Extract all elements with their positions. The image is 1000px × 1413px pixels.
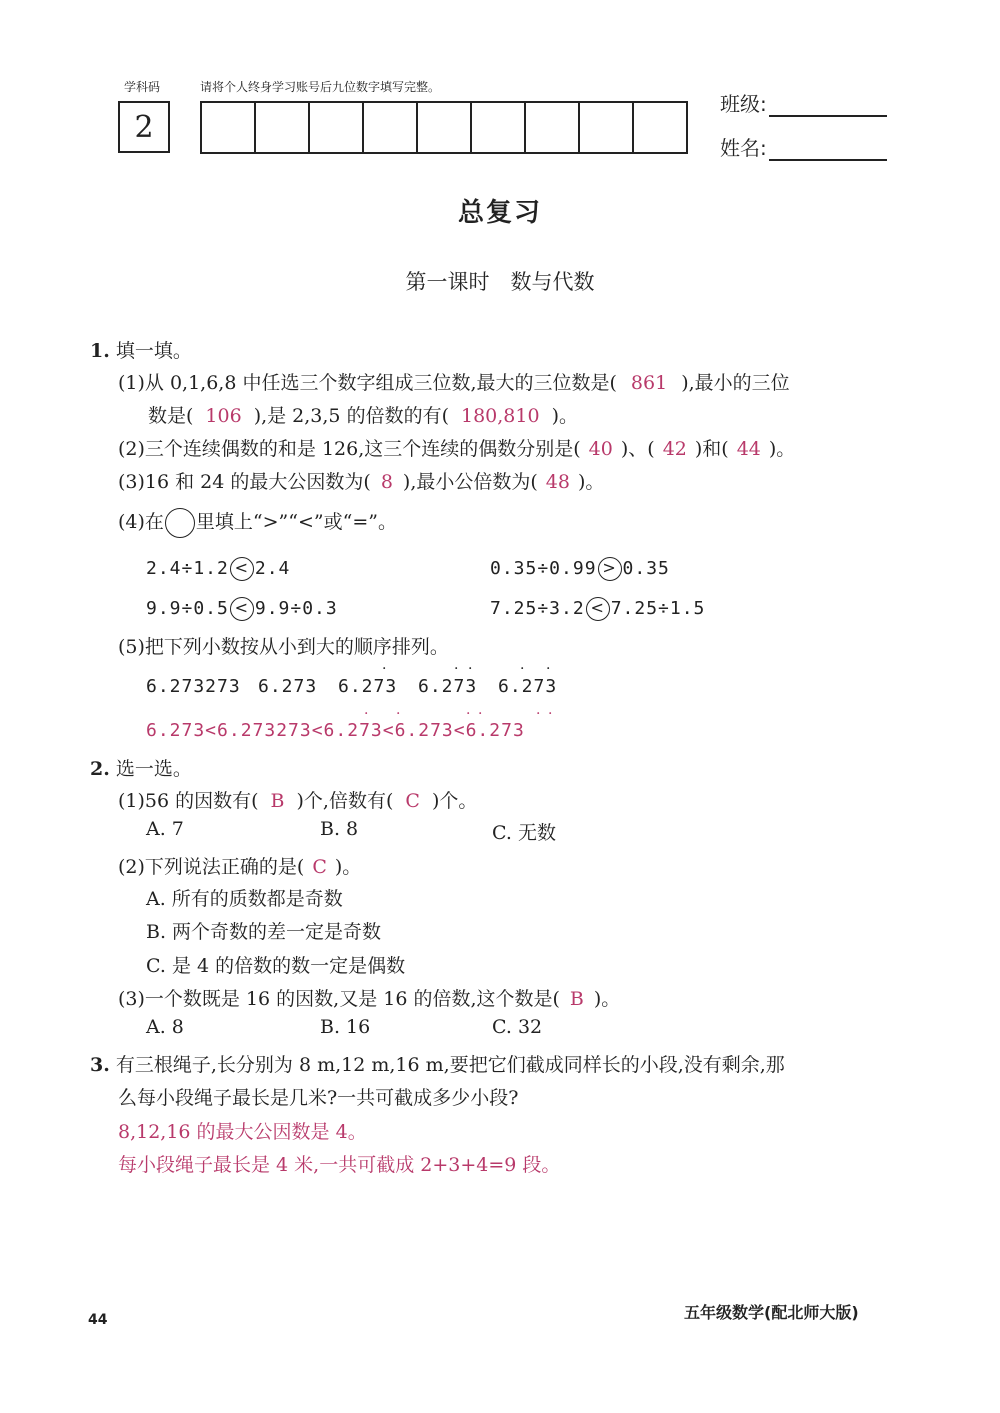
compare-right: 2.4 — [254, 558, 291, 579]
compare-left: 0.35÷0.99 — [490, 558, 597, 579]
compare-symbol-circle: < — [230, 597, 254, 621]
q1-p2-text-a: (2)三个连续偶数的和是 126,这三个连续的偶数分别是( — [118, 438, 581, 460]
q2-p1-text-c: )个。 — [431, 790, 478, 812]
page-number: 44 — [88, 1312, 108, 1328]
id-digit-cell[interactable] — [418, 103, 472, 152]
q1-p1-text-e: )。 — [551, 405, 578, 427]
id-digit-cell[interactable] — [580, 103, 634, 152]
subject-code-label: 学科码 — [124, 80, 161, 94]
q1-part2 — [118, 434, 795, 461]
q2-p3-option-b: B. 16 — [320, 1016, 371, 1038]
q1-p3-answer-2: 48 — [545, 471, 570, 493]
id-digit-cell[interactable] — [364, 103, 418, 152]
compare-right: 9.9÷0.3 — [254, 598, 338, 619]
q2-p1-answer-2: C — [405, 790, 420, 812]
lesson-subtitle: 第一课时 数与代数 — [405, 270, 595, 294]
q1-p3-text-c: )。 — [577, 471, 605, 493]
q1-p1-text-c: 数是( — [148, 405, 194, 427]
q2-p3-option-a: A. 8 — [146, 1016, 184, 1038]
q1-heading — [90, 336, 192, 363]
id-digit-cell[interactable] — [202, 103, 256, 152]
q1-part4-instruction — [118, 507, 397, 538]
id-instruction: 请将个人终身学习账号后九位数字填写完整。 — [200, 80, 441, 94]
q2-p3-answer: B — [569, 988, 584, 1010]
q1-p2-text-c: )和( — [694, 438, 729, 460]
compare-right: 0.35 — [622, 558, 670, 579]
id-digit-cell[interactable] — [526, 103, 580, 152]
repeat-dot: · — [466, 706, 471, 722]
q2-text: 选一选。 — [115, 758, 192, 780]
q2-part1 — [118, 786, 477, 813]
class-label: 班级: — [720, 92, 767, 116]
compare-symbol-circle: > — [598, 557, 622, 581]
compare-item-3 — [146, 597, 338, 621]
repeat-dot: · — [536, 706, 541, 722]
q3-answer-1: 8,12,16 的最大公因数是 4。 — [118, 1121, 367, 1143]
subject-code-box: 2 — [118, 101, 170, 153]
q2-p3-text-a: (3)一个数既是 16 的因数,又是 16 的倍数,这个数是( — [118, 988, 560, 1010]
repeat-dot: · — [546, 661, 551, 677]
q1-p1-answer-1: 861 — [630, 372, 668, 394]
decimal-number: 6.273273 — [146, 676, 241, 697]
q2-p3-option-c: C. 32 — [492, 1016, 543, 1038]
q1-p4-text-a: (4)在 — [118, 511, 164, 533]
q2-heading — [90, 754, 192, 781]
name-label: 姓名: — [720, 136, 767, 160]
q2-part2 — [118, 852, 361, 879]
q3-answer-2: 每小段绳子最长是 4 米,一共可截成 2+3+4=9 段。 — [118, 1154, 561, 1176]
repeat-dot: · — [520, 661, 525, 677]
page-title: 总复习 — [457, 198, 542, 228]
q1-p2-text-d: )。 — [768, 438, 796, 460]
q2-p2-option-a: A. 所有的质数都是奇数 — [146, 888, 343, 910]
q2-p1-option-b: B. 8 — [320, 818, 359, 840]
compare-item-2 — [490, 557, 670, 581]
q1-p1-answer-2: 106 — [205, 405, 242, 427]
class-field[interactable] — [720, 88, 887, 117]
q1-p2-answer-3: 44 — [736, 438, 761, 460]
q1-p2-text-b: )、( — [620, 438, 655, 460]
q2-p2-answer: C — [312, 856, 327, 878]
repeat-dot: · — [364, 706, 369, 722]
decimal-number: 6.273 — [418, 676, 478, 697]
compare-right: 7.25÷1.5 — [610, 598, 706, 619]
q2-p1-option-a: A. 7 — [146, 818, 184, 840]
q1-p1-text-b: ),最小的三位 — [681, 372, 790, 394]
id-digit-cell[interactable] — [256, 103, 310, 152]
q2-number: 2. — [90, 758, 110, 780]
class-blank-line[interactable] — [769, 97, 887, 117]
repeat-dot: · — [468, 661, 473, 677]
q2-p1-text-b: )个,倍数有( — [296, 790, 394, 812]
q2-p3-text-b: )。 — [593, 988, 621, 1010]
q1-part1-line2 — [148, 401, 578, 428]
q1-p3-answer-1: 8 — [380, 471, 393, 493]
repeat-dot: · — [548, 706, 553, 722]
q2-p2-text-b: )。 — [334, 856, 362, 878]
id-digit-boxes[interactable] — [200, 101, 688, 154]
id-digit-cell[interactable] — [634, 103, 686, 152]
q1-text: 填一填。 — [115, 340, 192, 362]
decimal-number: 6.273 — [498, 676, 558, 697]
decimal-list — [146, 676, 576, 702]
book-title: 五年级数学(配北师大版) — [684, 1303, 859, 1322]
compare-left: 2.4÷1.2 — [146, 558, 229, 579]
repeat-dot: · — [382, 661, 387, 677]
q1-p1-answer-3: 180,810 — [460, 405, 540, 427]
q3-text-1: 有三根绳子,长分别为 8 m,12 m,16 m,要把它们截成同样长的小段,没有剩余,那 — [115, 1054, 785, 1076]
q1-p5-answer: 6.273<6.273273<6.273<6.273<6.273 — [146, 720, 525, 741]
id-digit-cell[interactable] — [472, 103, 526, 152]
q1-part1-line1 — [118, 368, 790, 395]
q1-p4-text-b: 里填上“>”“<”或“=”。 — [195, 511, 397, 533]
q1-part3 — [118, 467, 604, 494]
q2-p2-option-c: C. 是 4 的倍数的数一定是偶数 — [146, 955, 406, 977]
q3-line1 — [90, 1050, 785, 1077]
q2-p2-option-b: B. 两个奇数的差一定是奇数 — [146, 921, 382, 943]
empty-circle-icon — [165, 508, 195, 538]
q2-p1-option-c: C. 无数 — [492, 822, 556, 844]
compare-left: 7.25÷3.2 — [490, 598, 585, 619]
q2-part3 — [118, 984, 620, 1011]
compare-item-4 — [490, 597, 705, 621]
name-field[interactable] — [720, 132, 887, 161]
q1-p2-answer-1: 40 — [588, 438, 613, 460]
compare-item-1 — [146, 557, 290, 581]
decimal-number: 6.273 — [258, 676, 318, 697]
q1-p2-answer-2: 42 — [662, 438, 687, 460]
compare-symbol-circle: < — [230, 557, 254, 581]
q1-p1-text-d: ),是 2,3,5 的倍数的有( — [253, 405, 449, 427]
decimal-number: 6.273 — [338, 676, 398, 697]
repeat-dot: · — [454, 661, 459, 677]
q3-number: 3. — [90, 1054, 110, 1076]
q2-p1-text-a: (1)56 的因数有( — [118, 790, 259, 812]
q1-p3-text-b: ),最小公倍数为( — [402, 471, 538, 493]
q1-number: 1. — [90, 340, 110, 362]
q1-p1-text-a: (1)从 0,1,6,8 中任选三个数字组成三位数,最大的三位数是( — [118, 372, 617, 394]
compare-left: 9.9÷0.5 — [146, 598, 229, 619]
compare-symbol-circle: < — [586, 597, 610, 621]
q2-p1-answer-1: B — [270, 790, 285, 812]
repeat-dot: · — [478, 706, 483, 722]
id-digit-cell[interactable] — [310, 103, 364, 152]
q1-part5-instruction: (5)把下列小数按从小到大的顺序排列。 — [118, 636, 449, 658]
name-blank-line[interactable] — [769, 141, 887, 161]
q2-p2-text-a: (2)下列说法正确的是( — [118, 856, 305, 878]
repeat-dot: · — [396, 706, 401, 722]
q3-text-2: 么每小段绳子最长是几米?一共可截成多少小段? — [118, 1087, 519, 1109]
q1-p3-text-a: (3)16 和 24 的最大公因数为( — [118, 471, 371, 493]
